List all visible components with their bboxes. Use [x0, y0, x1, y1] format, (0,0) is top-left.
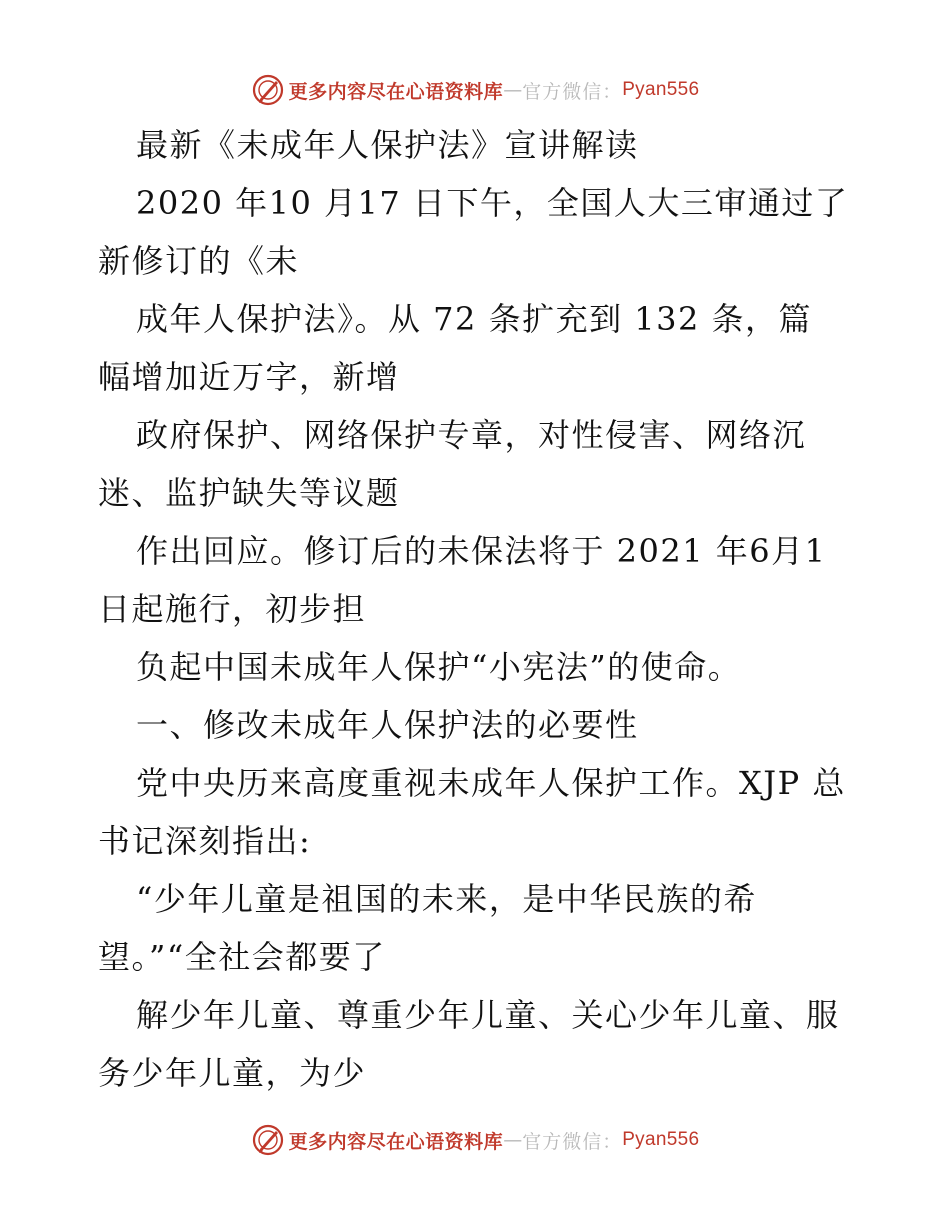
banner-wechat-id: Pyan556 — [622, 79, 700, 100]
text-line: 幅增加近万字，新增 — [98, 358, 400, 396]
text-line: 负起中国未成年人保护“小宪法”的使命。 — [136, 648, 742, 686]
paragraph — [98, 174, 858, 290]
text-line: 最新《未成年人保护法》宣讲解读 — [136, 126, 639, 164]
text-line: “少年儿童是祖国的未来，是中华民族的希 — [136, 880, 757, 918]
text-line: 日起施行，初步担 — [98, 590, 367, 628]
text-line: 一、修改未成年人保护法的必要性 — [136, 706, 639, 744]
header-banner — [0, 72, 950, 108]
text-line: 务少年儿童，为少 — [98, 1054, 367, 1092]
paragraph — [98, 986, 858, 1102]
document-title — [98, 116, 858, 174]
text-line: 党中央历来高度重视未成年人保护工作。XJP 总 — [136, 764, 846, 802]
logo-icon — [251, 73, 285, 107]
section-heading — [98, 696, 858, 754]
text-line: 书记深刻指出: — [98, 822, 312, 860]
text-line: 2020 年10 月17 日下午，全国人大三审通过了 — [136, 184, 849, 222]
paragraph — [98, 754, 858, 870]
footer-banner — [0, 1122, 950, 1158]
text-line: 望。”“全社会都要了 — [98, 938, 386, 976]
banner-separator: — — [503, 79, 523, 101]
paragraph — [98, 406, 858, 522]
logo-icon — [251, 1123, 285, 1157]
text-line: 成年人保护法》。从 72 条扩充到 132 条，篇 — [136, 300, 812, 338]
banner-wechat-label: 官方微信： — [522, 1130, 623, 1153]
text-line: 迷、监护缺失等议题 — [98, 474, 400, 512]
banner-separator: — — [503, 1129, 523, 1151]
text-line: 解少年儿童、尊重少年儿童、关心少年儿童、服 — [136, 996, 840, 1034]
text-line: 作出回应。修订后的未保法将于 2021 年6月1 — [136, 532, 827, 570]
banner-wechat-label: 官方微信： — [522, 80, 623, 103]
banner-wechat-id: Pyan556 — [622, 1129, 700, 1150]
paragraph — [98, 638, 858, 696]
banner-site-text: 更多内容尽在心语资料库 — [288, 80, 504, 103]
document-body — [98, 116, 858, 1102]
paragraph — [98, 522, 858, 638]
paragraph — [98, 870, 858, 986]
banner-site-text: 更多内容尽在心语资料库 — [288, 1130, 504, 1153]
text-line: 政府保护、网络保护专章，对性侵害、网络沉 — [136, 416, 807, 454]
paragraph — [98, 290, 858, 406]
text-line: 新修订的《未 — [98, 242, 300, 280]
